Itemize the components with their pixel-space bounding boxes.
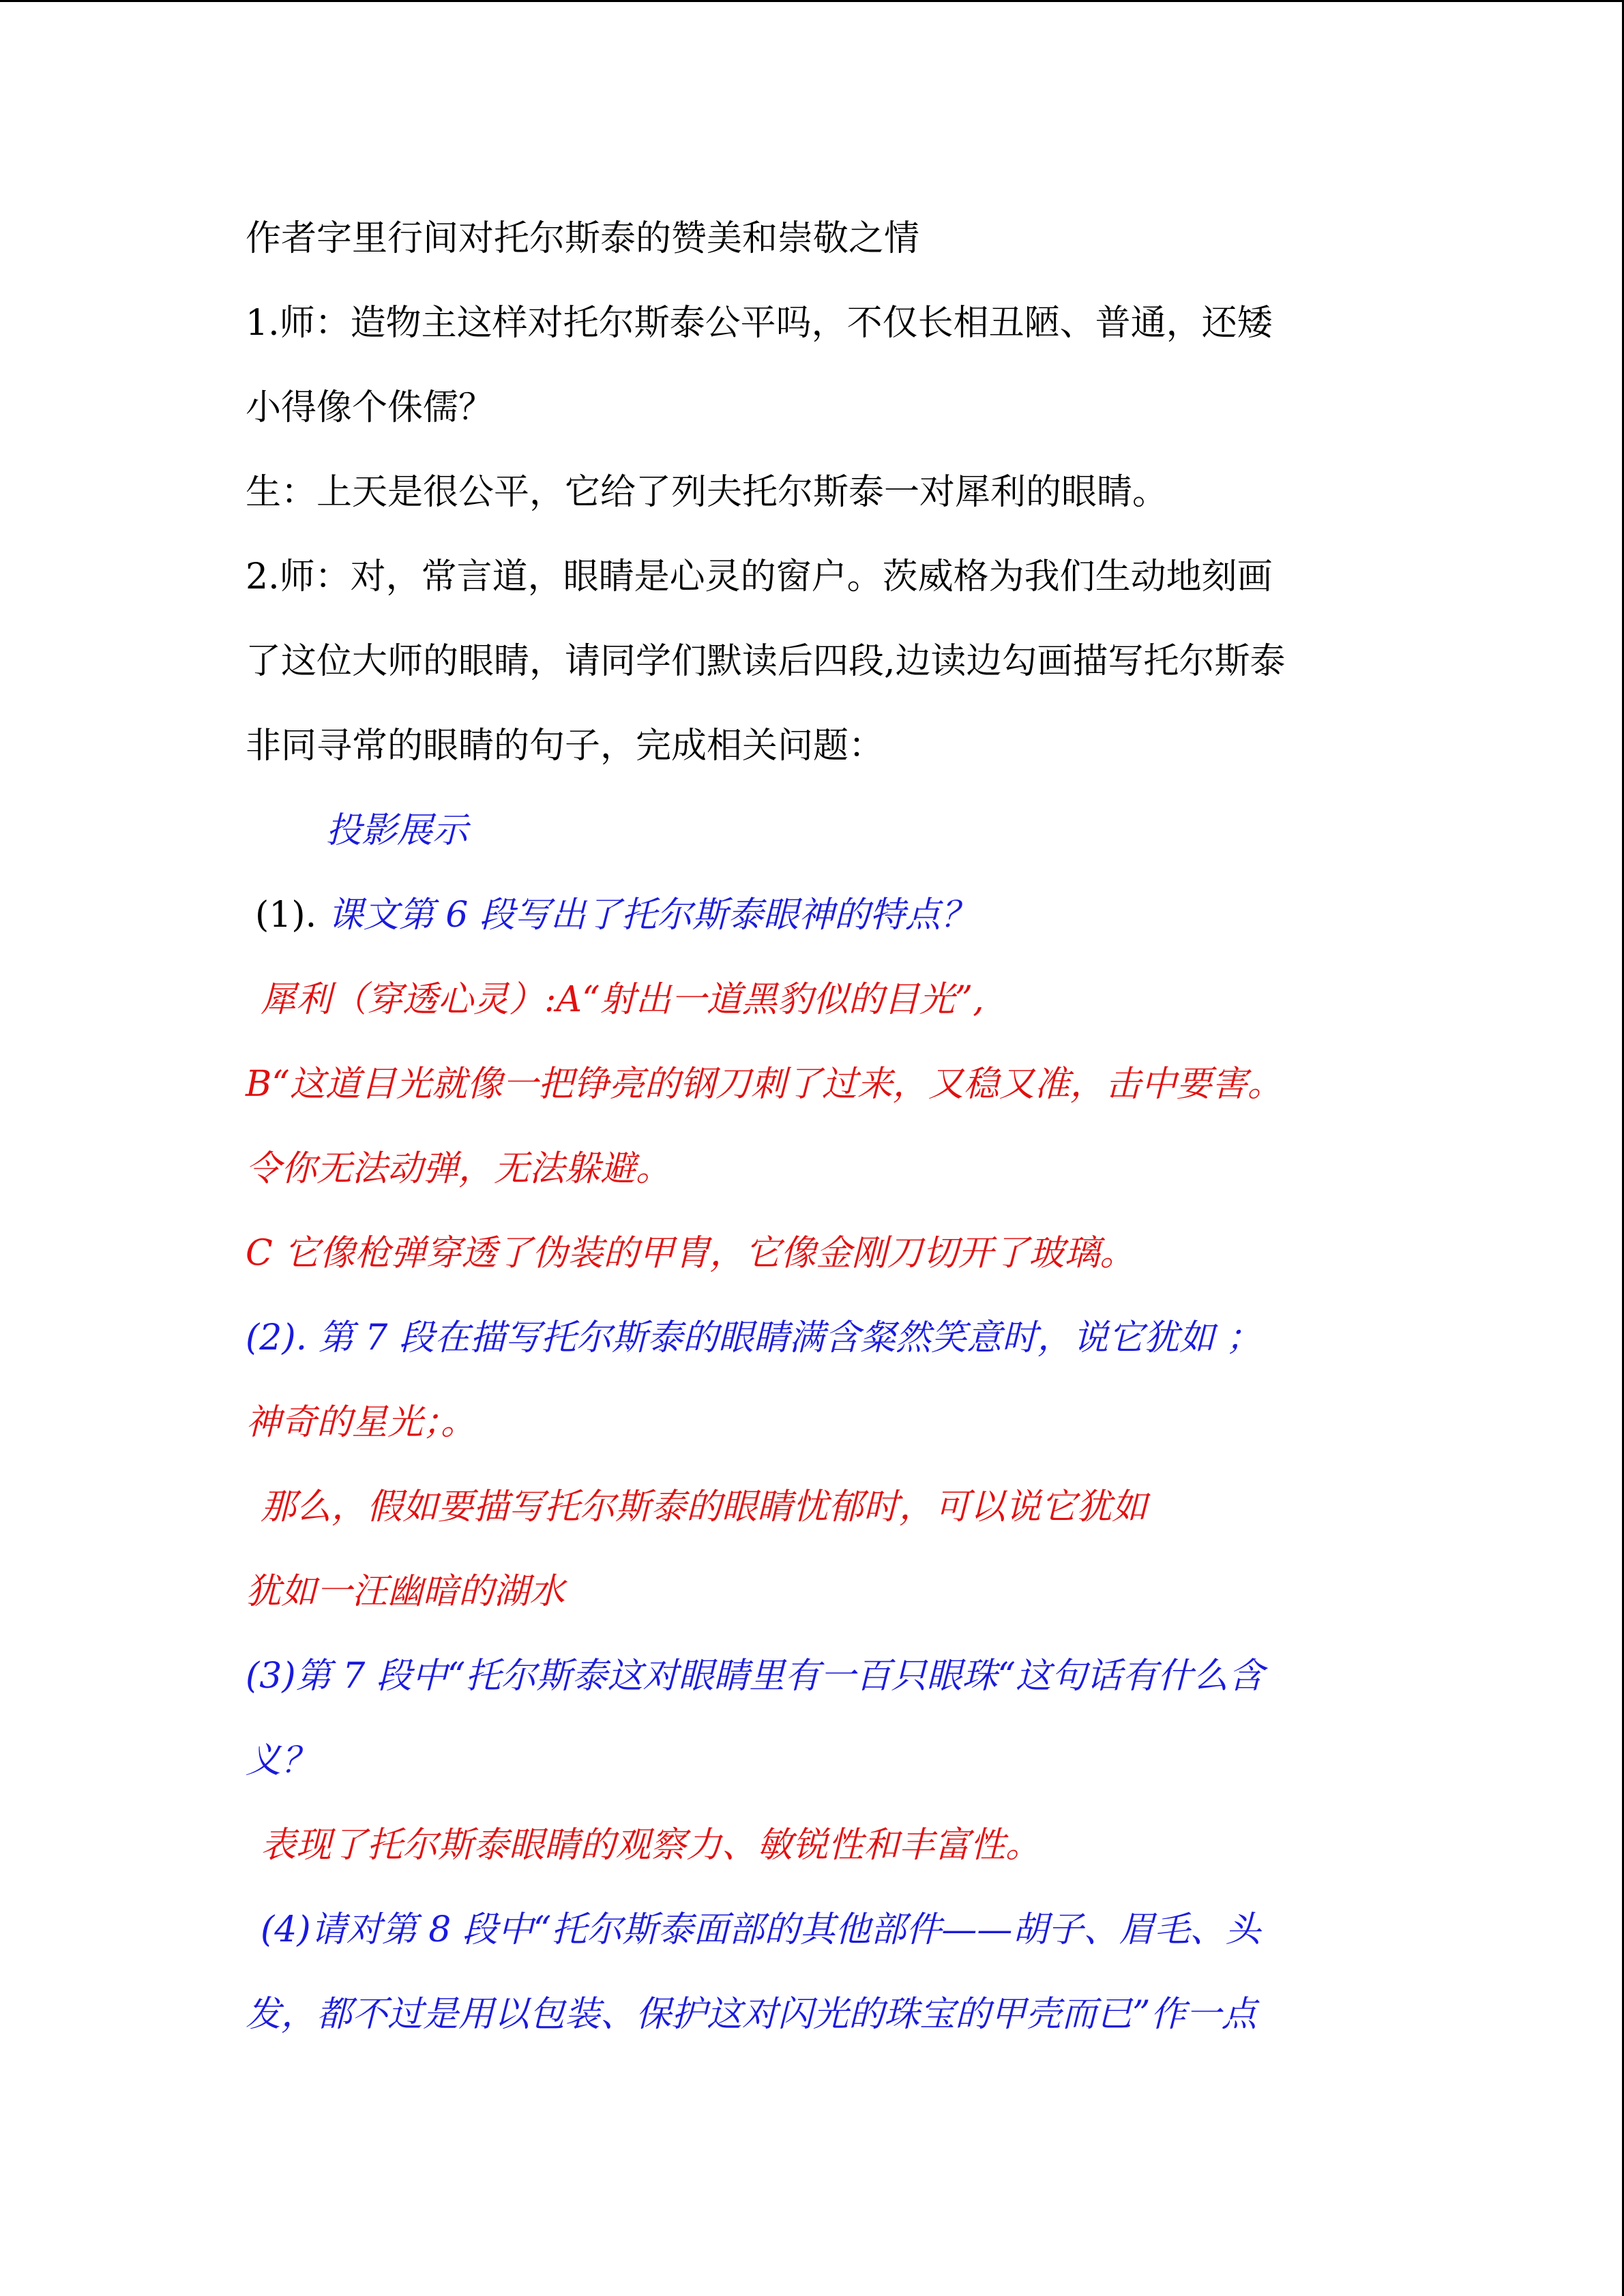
- text-line-projection-heading: 投影展示: [326, 810, 469, 851]
- text-line-teacher-question-2-cont: 了这位大师的眼睛，请同学们默读后四段,边读边勾画描写托尔斯泰: [246, 641, 1286, 682]
- text-line-teacher-question-2-end: 非同寻常的眼睛的句子，完成相关问题：: [246, 726, 885, 766]
- document-body: [246, 211, 1378, 2072]
- question-1-number: (1).: [255, 895, 328, 936]
- question-1-text: 课文第 6 段写出了托尔斯泰眼神的特点？: [327, 895, 976, 936]
- text-line-question-4: (4)请对第 8 段中“托尔斯泰面部的其他部件——胡子、眉毛、头: [261, 1909, 1261, 1950]
- text-line-answer-1c: C 它像枪弹穿透了伪装的甲胄，它像金刚刀切开了玻璃。: [246, 1233, 1136, 1274]
- text-line-question-3-cont: 义？: [246, 1740, 317, 1781]
- text-line-answer-1b-cont: 令你无法动弹，无法躲避。: [246, 1148, 672, 1189]
- text-line-question-1: [246, 888, 1378, 972]
- text-line-teacher-question-1-cont: 小得像个侏儒？: [246, 387, 494, 428]
- text-line-teacher-question-2: 2.师：对，常言道，眼睛是心灵的窗户。茨威格为我们生动地刻画: [246, 556, 1273, 597]
- text-line-question-2: (2). 第 7 段在描写托尔斯泰的眼睛满含粲然笑意时，说它犹如 ；: [246, 1317, 1262, 1358]
- text-line-answer-1b: B“这道目光就像一把铮亮的钢刀刺了过来，又稳又准，击中要害。: [246, 1064, 1283, 1105]
- text-line-teacher-question-1: 1.师：造物主这样对托尔斯泰公平吗，不仅长相丑陋、普通，还矮: [246, 303, 1273, 344]
- text-line-answer-2: 神奇的星光；。: [246, 1402, 477, 1443]
- text-line-answer-2-followup: 犹如一汪幽暗的湖水: [246, 1571, 565, 1612]
- text-line-summary: 作者字里行间对托尔斯泰的赞美和崇敬之情: [246, 218, 920, 259]
- text-line-question-2-followup: 那么，假如要描写托尔斯泰的眼睛忧郁时，可以说它犹如: [261, 1487, 1148, 1527]
- text-line-student-answer: 生：上天是很公平，它给了列夫托尔斯泰一对犀利的眼睛。: [246, 472, 1168, 513]
- text-line-question-3: (3)第 7 段中“托尔斯泰这对眼睛里有一百只眼珠“这句话有什么含: [246, 1656, 1264, 1697]
- text-line-answer-3: 表现了托尔斯泰眼睛的观察力、敏锐性和丰富性。: [261, 1825, 1042, 1866]
- text-line-answer-1a: 犀利（穿透心灵）:A“射出一道黑豹似的目光”,: [261, 979, 984, 1020]
- page-border-top: [0, 0, 1624, 2]
- text-line-question-4-cont: 发，都不过是用以包装、保护这对闪光的珠宝的甲壳而已”作一点: [246, 1994, 1257, 2035]
